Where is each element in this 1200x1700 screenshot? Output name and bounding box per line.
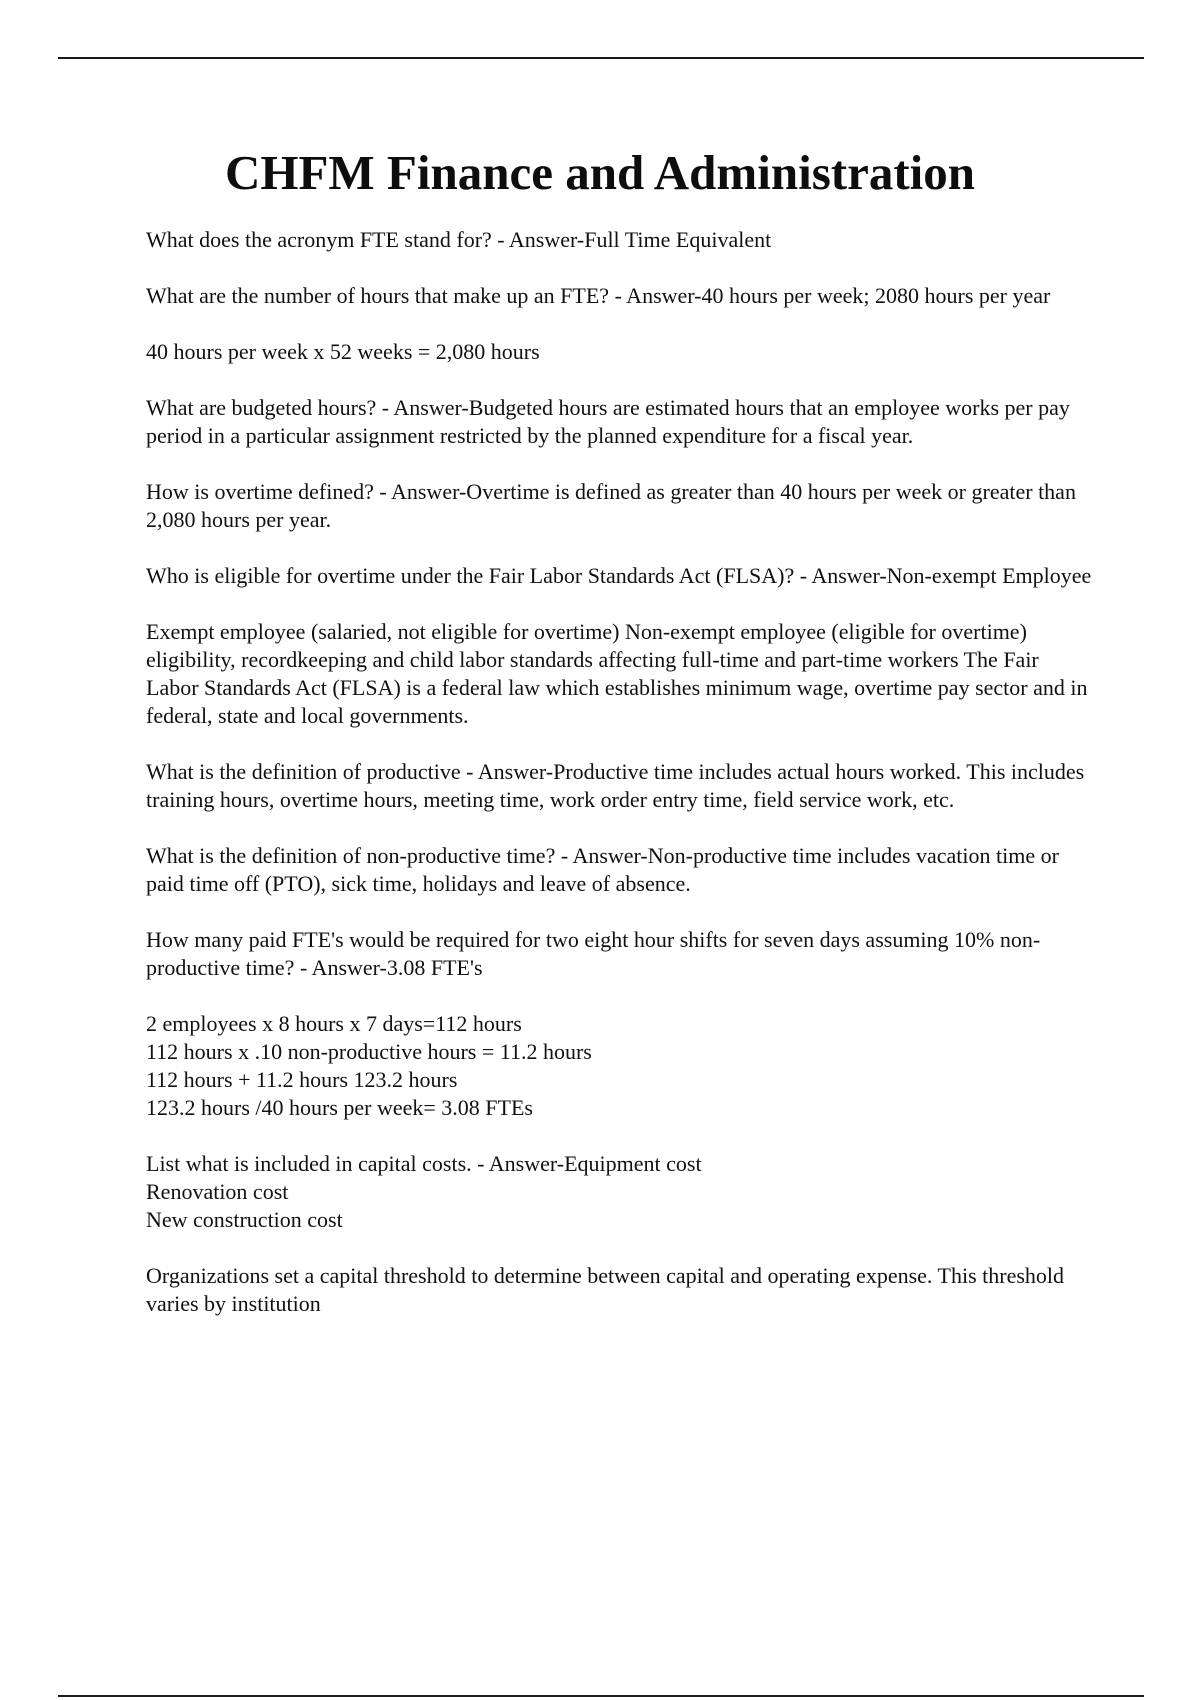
paragraph: What does the acronym FTE stand for? - Answer-Full Time Equivalent <box>146 227 772 252</box>
paragraph: How is overtime defined? - Answer-Overtime is defined as greater than 40 hours per week or greater than 2,080 hours per year. <box>146 479 1076 532</box>
bottom-rule <box>58 1695 1144 1697</box>
capital-costs-block <box>146 1150 1096 1234</box>
calculation-block <box>146 1010 1096 1122</box>
capital-costs-line: List what is included in capital costs. - Answer-Equipment cost <box>146 1151 702 1176</box>
paragraph: Who is eligible for overtime under the Fair Labor Standards Act (FLSA)? - Answer-Non-exempt Employee <box>146 563 1092 588</box>
paragraph: What is the definition of non-productive time? - Answer-Non-productive time includes vacation time or paid time off (PTO), sick time, holidays and leave of absence. <box>146 843 1059 896</box>
paragraph: 40 hours per week x 52 weeks = 2,080 hours <box>146 339 540 364</box>
capital-costs-line: Renovation cost <box>146 1179 289 1204</box>
calculation-line: 112 hours + 11.2 hours 123.2 hours <box>146 1067 458 1092</box>
paragraph: Exempt employee (salaried, not eligible for overtime) Non-exempt employee (eligible for overtime) eligibility, recordkeeping and child labor standards affecting full-time and part-time workers The Fair Labor Standards Act (FLSA) is a federal law which establishes minimum wage, overtime pay sector and in federal, state and local governments. <box>146 619 1088 728</box>
paragraph: How many paid FTE's would be required for two eight hour shifts for seven days assuming 10% non-productive time? - Answer-3.08 FTE's <box>146 927 1041 980</box>
capital-costs-line: New construction cost <box>146 1207 343 1232</box>
top-rule <box>58 57 1144 59</box>
paragraph: What are budgeted hours? - Answer-Budgeted hours are estimated hours that an employee works per pay period in a particular assignment restricted by the planned expenditure for a fiscal year. <box>146 395 1070 448</box>
document-body <box>146 226 1096 1318</box>
calculation-line: 2 employees x 8 hours x 7 days=112 hours <box>146 1011 522 1036</box>
paragraph: What are the number of hours that make up an FTE? - Answer-40 hours per week; 2080 hours per year <box>146 283 1051 308</box>
calculation-line: 112 hours x .10 non-productive hours = 11.2 hours <box>146 1039 592 1064</box>
page-title: CHFM Finance and Administration <box>224 145 976 200</box>
paragraph: Organizations set a capital threshold to determine between capital and operating expense. This threshold varies by institution <box>146 1263 1065 1316</box>
calculation-line: 123.2 hours /40 hours per week= 3.08 FTEs <box>146 1095 533 1120</box>
paragraph: What is the definition of productive - Answer-Productive time includes actual hours worked. This includes training hours, overtime hours, meeting time, work order entry time, field service work, etc. <box>146 759 1085 812</box>
